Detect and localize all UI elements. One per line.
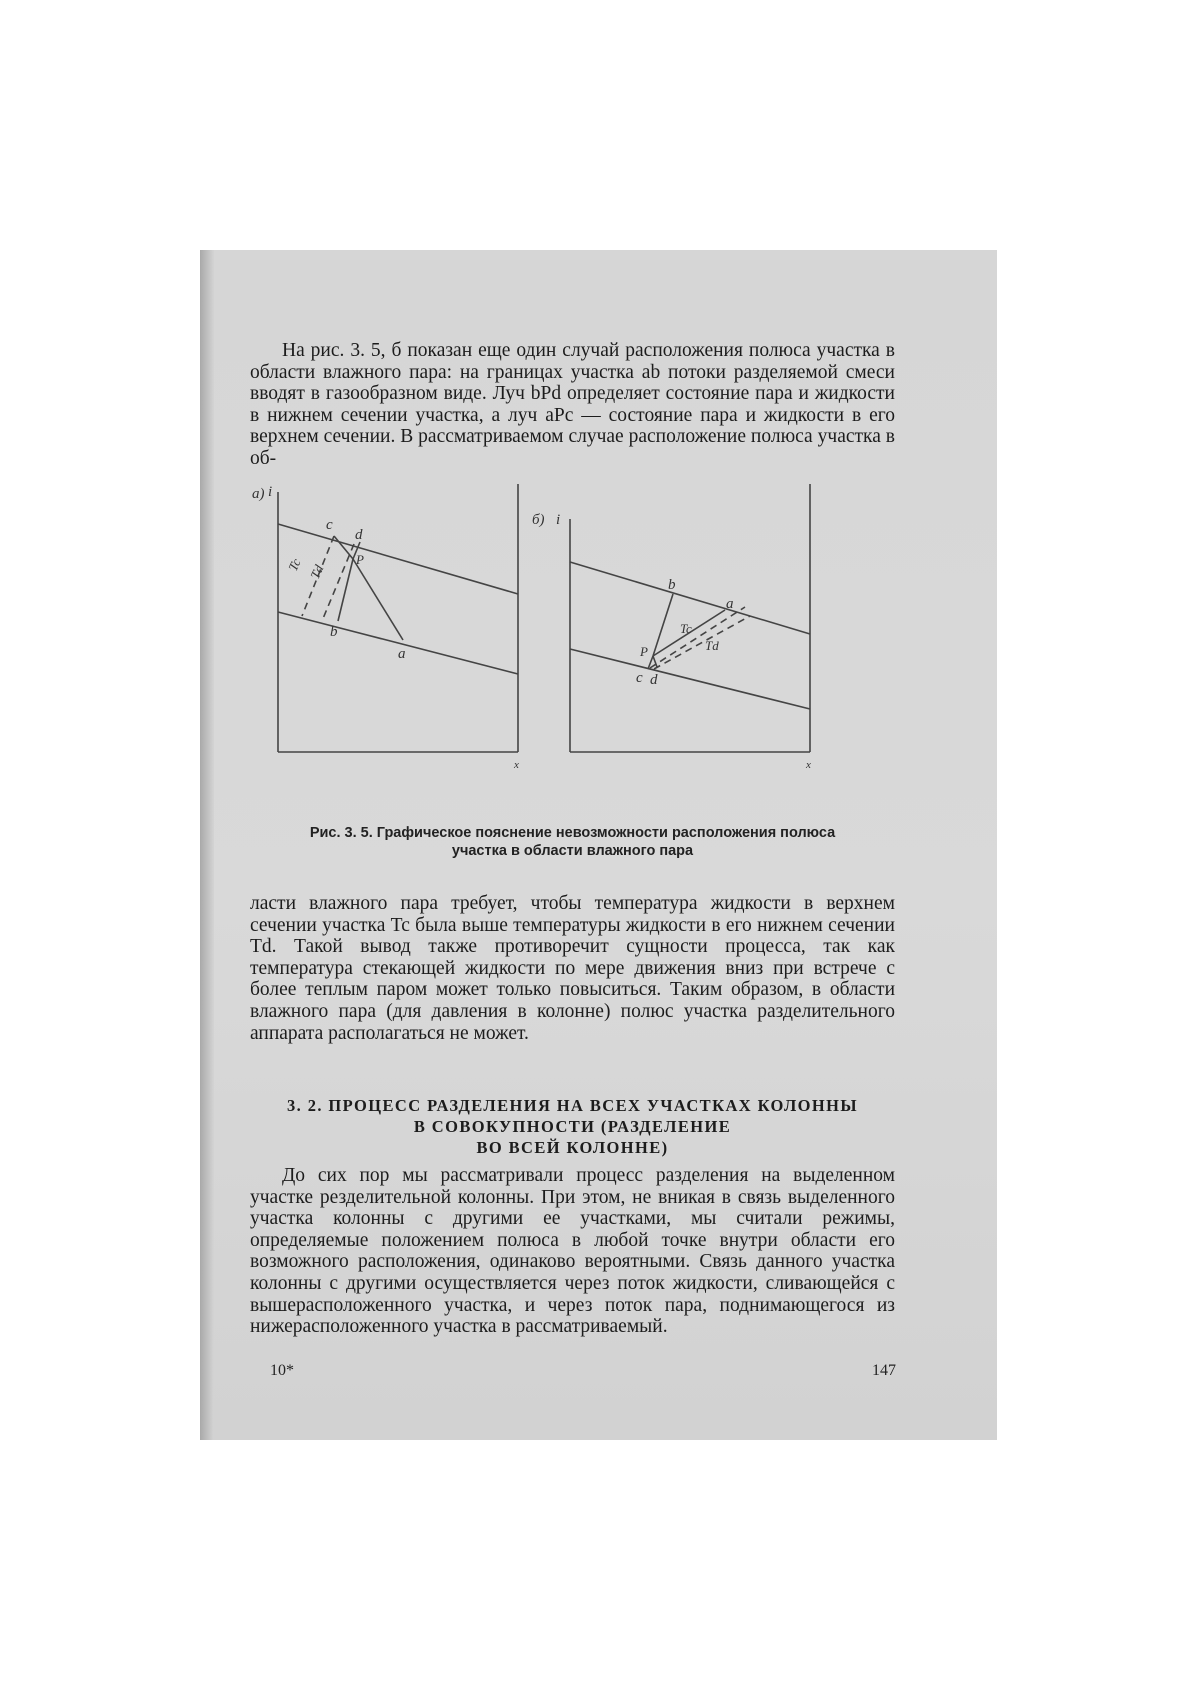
panel-b-x-label: x	[806, 759, 811, 771]
figure-caption	[250, 824, 895, 860]
panel-b-td-label: Td	[705, 638, 719, 653]
panel-a-td-line	[322, 544, 354, 621]
panel-a-point-p: P	[356, 552, 364, 567]
panel-b	[570, 484, 810, 752]
panel-b-point-d: d	[650, 672, 658, 688]
panel-a-lower-boundary	[278, 612, 518, 674]
section-heading-line-3: ВО ВСЕЙ КОЛОННЕ)	[476, 1138, 669, 1157]
panel-b-tc-label: Tc	[680, 621, 692, 636]
panel-b-label: б)	[532, 512, 545, 528]
panel-b-point-p: P	[640, 644, 648, 659]
panel-a-ray-pc	[334, 536, 353, 559]
panel-b-point-c: c	[636, 670, 643, 686]
panel-b-tc-line	[650, 607, 745, 668]
caption-line-2: участка в области влажного пара	[451, 843, 694, 859]
figure-3-5-diagram	[250, 484, 895, 819]
caption-line-1: Рис. 3. 5. Графическое пояснение невозможности расположения полюса	[309, 825, 836, 841]
panel-b-y-label: i	[556, 512, 561, 528]
panel-b-labels	[532, 512, 811, 771]
page-number: 147	[872, 1362, 896, 1379]
panel-a	[278, 484, 518, 752]
paragraph-1-text: На рис. 3. 5, б показан еще один случай расположения полюса участка в области влажного пара: на границах участка ab потоки разделяемой смеси вводят в газообразном виде. Луч bPd определяет состояние пара и жидкости в нижнем сечении участка, а луч aPc — состояние пара и жидкости в его верхнем сечении. В рассматриваемом случае расположение полюса участка в об-	[250, 340, 895, 469]
signature-mark: 10*	[270, 1362, 294, 1379]
panel-a-point-d: d	[355, 527, 363, 543]
panel-a-td-label: Td	[307, 562, 327, 582]
paragraph-2	[250, 893, 895, 1044]
section-heading-line-1: 3. 2. ПРОЦЕСС РАЗДЕЛЕНИЯ НА ВСЕХ УЧАСТКАХ КОЛОННЫ	[287, 1096, 858, 1115]
panel-a-point-b: b	[330, 624, 338, 640]
paragraph-1	[250, 340, 895, 470]
panel-a-ray-pb	[338, 559, 353, 621]
page-shadow-edge	[200, 250, 214, 1440]
section-heading-line-2: В СОВОКУПНОСТИ (РАЗДЕЛЕНИЕ	[413, 1117, 732, 1136]
panel-a-label: а)	[252, 486, 265, 502]
panel-a-point-a: a	[398, 646, 406, 662]
panel-b-ray-pb	[653, 594, 673, 656]
panel-a-x-label: x	[514, 759, 519, 771]
section-heading	[250, 1095, 895, 1158]
paragraph-3-text: До сих пор мы рассматривали процесс разделения на выделенном участке резделительной колонны. При этом, не вникая в связь выделенного участка колонны с другими ее участками, мы считали режимы, определяемые положением полюса в любой точке внутри области его возможного расположения, одинаково вероятными. Связь данного участка колонны с другими осуществляется через поток жидкости, сливающейся с вышерасположенного участка, и через поток пара, поднимающегося из нижерасположенного участка в рассматриваемый.	[250, 1165, 895, 1338]
panel-a-labels	[252, 484, 519, 771]
panel-a-ray-pa	[353, 559, 403, 640]
paragraph-3	[250, 1165, 895, 1338]
paragraph-2-text: ласти влажного пара требует, чтобы температура жидкости в верхнем сечении участка Tc была выше температуры жидкости в его нижнем сечении Td. Такой вывод также противоречит сущности процесса, так как температура стекающей жидкости по мере движения вниз при встрече с более теплым паром может только повыситься. Таким образом, в области влажного пара (для давления в колонне) полюс участка разделительного аппарата располагаться не может.	[250, 893, 895, 1044]
panel-a-upper-boundary	[278, 524, 518, 594]
panel-a-y-label: i	[268, 484, 273, 500]
panel-b-lower-boundary	[570, 649, 810, 709]
panel-b-point-a: a	[726, 596, 734, 612]
panel-a-tc-label: Tc	[285, 556, 304, 574]
panel-b-point-b: b	[668, 577, 676, 593]
figure-3-5	[250, 484, 895, 819]
panel-a-point-c: c	[326, 517, 333, 533]
